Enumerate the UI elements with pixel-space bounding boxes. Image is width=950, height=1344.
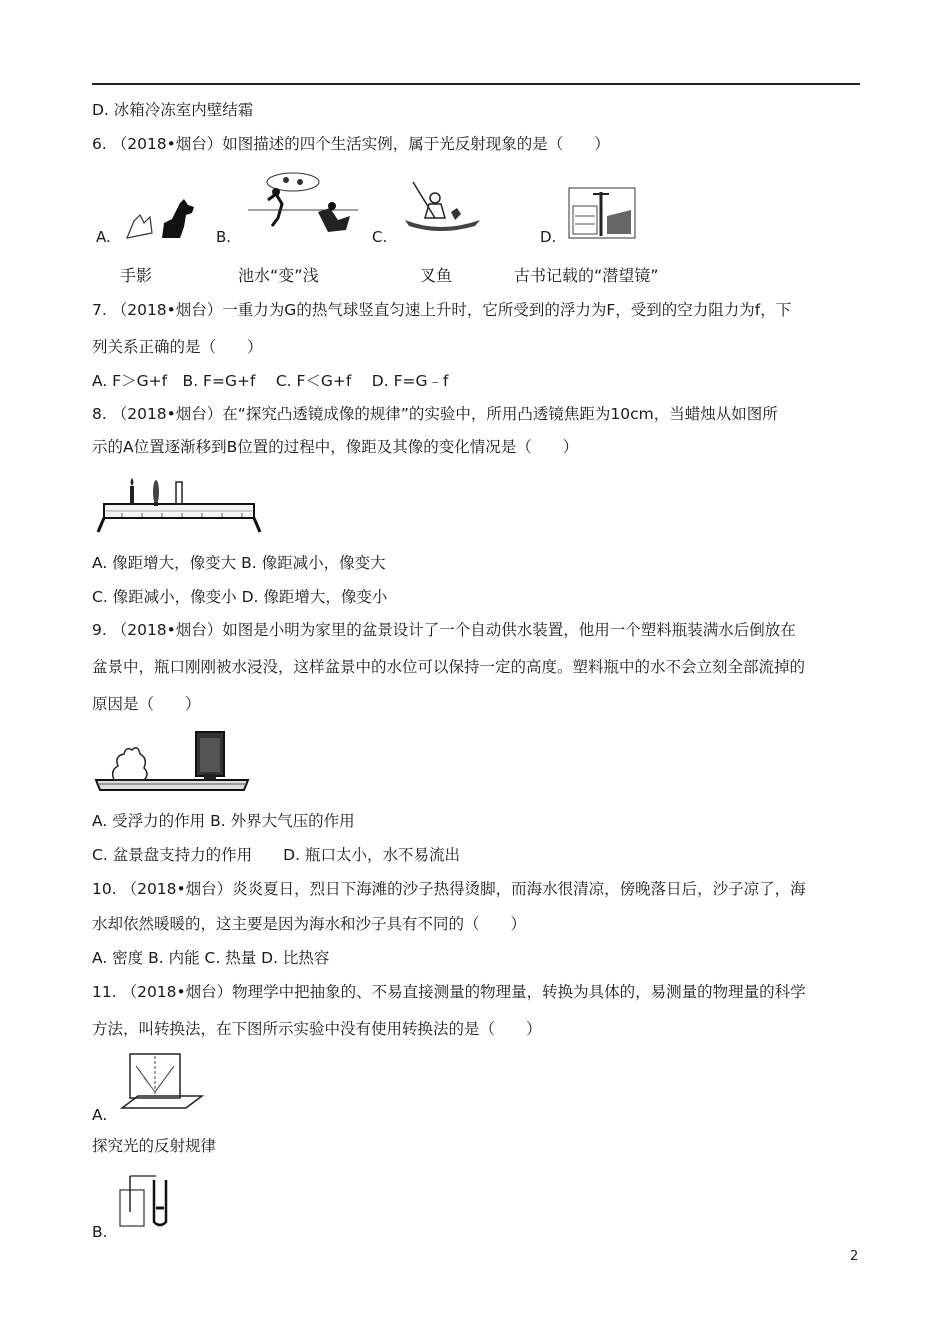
q6-label-a: A.: [96, 228, 111, 246]
page-number: 2: [850, 1249, 859, 1264]
q5-option-d: D. 冰箱冷冻室内壁结霜: [92, 101, 254, 119]
q8-stem-line2: 示的A位置逐渐移到B位置的过程中，像距及其像的变化情况是（ ）: [92, 438, 579, 456]
q8-stem-line1: 8. （2018•烟台）在“探究凸透镜成像的规律”的实验中，所用凸透镜焦距为10cm，当蜡烛从如图所: [92, 405, 778, 423]
q6-figure-pool-shallow: [238, 170, 368, 240]
q8-options-ab: A. 像距增大，像变大 B. 像距减小，像变大: [92, 554, 386, 572]
q9-stem-line3: 原因是（ ）: [92, 695, 201, 713]
q11-stem-line2: 方法，叫转换法，在下图所示实验中没有使用转换法的是（ ）: [92, 1020, 542, 1038]
q10-stem-line1: 10. （2018•烟台）炎炎夏日，烈日下海滩的沙子热得烫脚，而海水很清凉，傍晚落日后，沙子凉了，海: [92, 880, 806, 898]
q6-label-c: C.: [372, 228, 388, 246]
q11-option-a-label: A.: [92, 1106, 108, 1124]
q8-figure-optical-bench: [92, 470, 262, 536]
q8-options-cd: C. 像距减小，像变小 D. 像距增大，像变小: [92, 588, 388, 606]
q11-option-b-label: B.: [92, 1223, 108, 1241]
q9-options-ab: A. 受浮力的作用 B. 外界大气压的作用: [92, 812, 355, 830]
q11-stem-line1: 11. （2018•烟台）物理学中把抽象的、不易直接测量的物理量，转换为具体的，易测量的物理量的科学: [92, 983, 806, 1001]
q6-figure-hand-shadow: [122, 193, 212, 243]
q10-stem-line2: 水却依然暖暖的，这主要是因为海水和沙子具有不同的（ ）: [92, 915, 527, 933]
q9-options-cd: C. 盆景盘支持力的作用 D. 瓶口太小，水不易流出: [92, 846, 460, 864]
q9-figure-self-watering-pot: [92, 726, 252, 796]
q6-caption-b: 池水“变”浅: [238, 266, 319, 285]
q6-caption-c: 叉鱼: [420, 266, 453, 285]
q11-figure-reflection-board: [116, 1050, 206, 1116]
q6-caption-d: 古书记载的“潜望镜”: [514, 266, 659, 285]
q6-caption-a: 手影: [120, 266, 153, 285]
q6-stem: 6. （2018•烟台）如图描述的四个生活实例，属于光反射现象的是（ ）: [92, 135, 610, 153]
q6-label-d: D.: [540, 228, 557, 246]
q7-options: A. F＞G+f B. F=G+f C. F＜G+f D. F=G﹣f: [92, 372, 449, 390]
q9-stem-line1: 9. （2018•烟台）如图是小明为家里的盆景设计了一个自动供水装置，他用一个塑料瓶装满水后倒放在: [92, 621, 796, 639]
q11-option-a-caption: 探究光的反射规律: [92, 1137, 217, 1155]
q6-label-b: B.: [216, 228, 232, 246]
q6-figure-spear-fishing: [395, 178, 485, 238]
q7-stem-line2: 列关系正确的是（ ）: [92, 338, 263, 356]
q9-stem-line2: 盆景中，瓶口刚刚被水浸没，这样盆景中的水位可以保持一定的高度。塑料瓶中的水不会立刻全部流掉的: [92, 658, 806, 676]
q7-stem-line1: 7. （2018•烟台）一重力为G的热气球竖直匀速上升时，它所受到的浮力为F，受到的空力阻力为f，下: [92, 301, 792, 319]
q6-figure-ancient-periscope: [567, 186, 637, 241]
q10-options: A. 密度 B. 内能 C. 热量 D. 比热容: [92, 949, 330, 967]
header-rule: [92, 83, 860, 85]
q11-figure-u-tube: [116, 1172, 176, 1232]
